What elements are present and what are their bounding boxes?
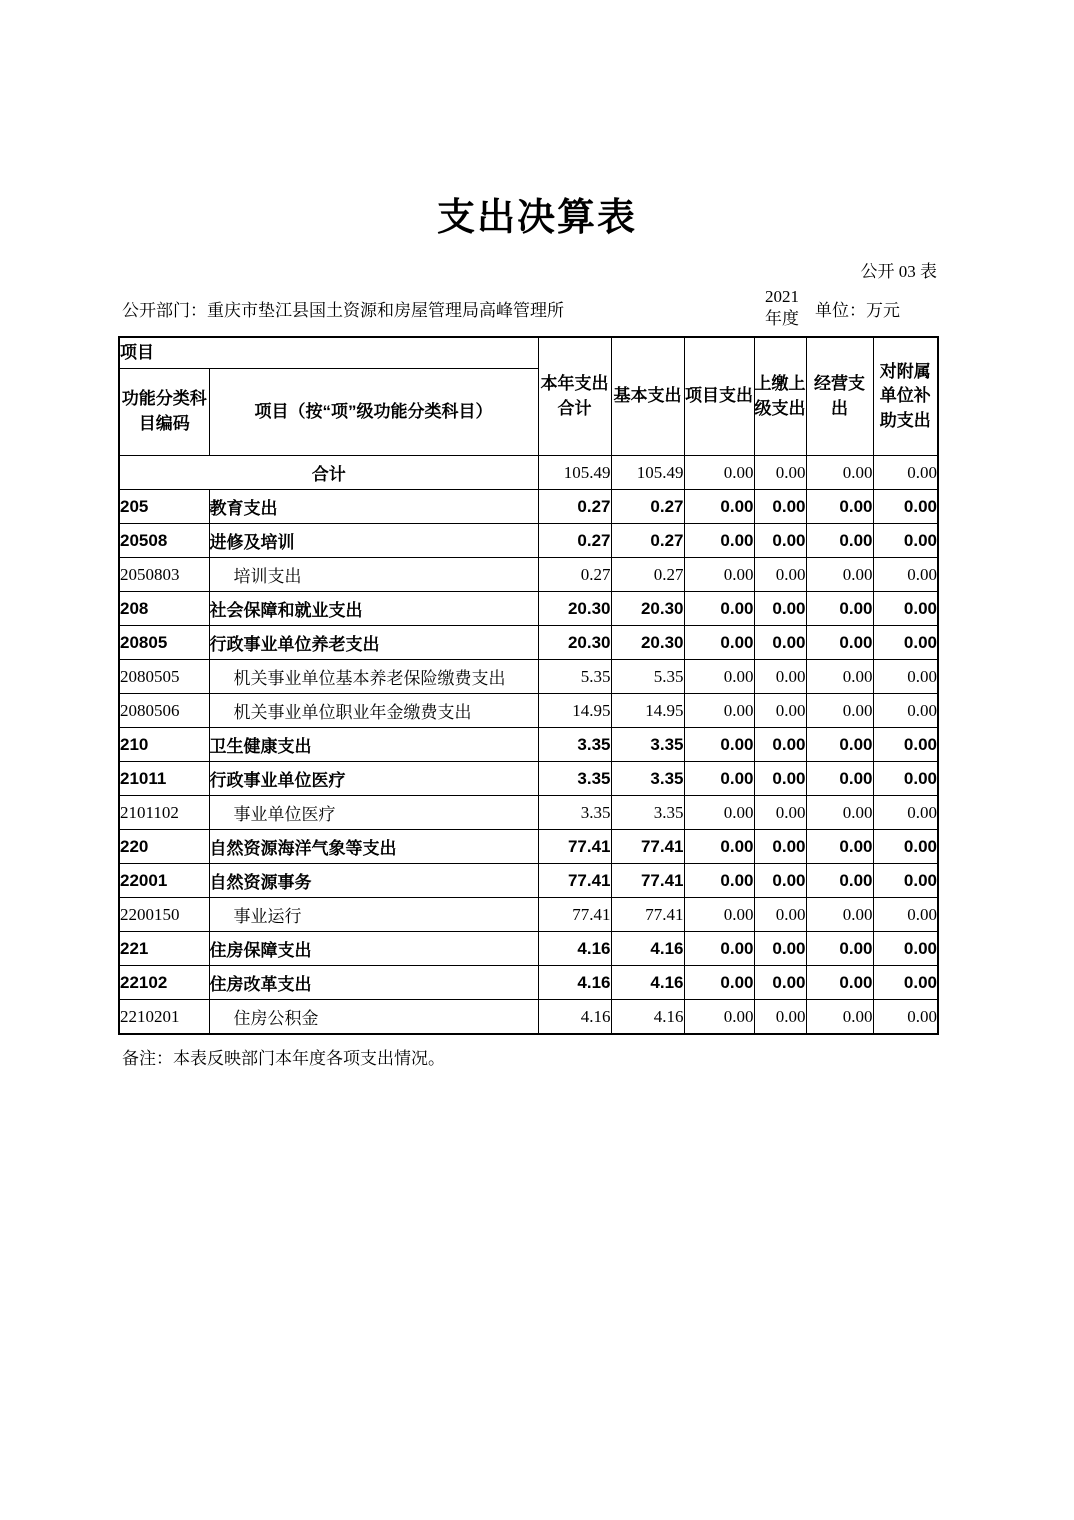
total-value-cell: 0.00 bbox=[754, 456, 806, 490]
value-cell: 0.00 bbox=[806, 728, 873, 762]
value-cell: 0.00 bbox=[873, 830, 938, 864]
value-cell: 0.00 bbox=[754, 762, 806, 796]
total-value-cell: 105.49 bbox=[538, 456, 611, 490]
value-cell: 0.00 bbox=[754, 932, 806, 966]
function-code-cell: 221 bbox=[119, 932, 209, 966]
value-cell: 4.16 bbox=[611, 932, 684, 966]
header-total-expenditure: 本年支出合计 bbox=[538, 337, 611, 456]
value-cell: 0.00 bbox=[873, 558, 938, 592]
value-cell: 77.41 bbox=[611, 830, 684, 864]
value-cell: 0.00 bbox=[806, 762, 873, 796]
value-cell: 0.27 bbox=[611, 558, 684, 592]
item-name-cell: 住房改革支出 bbox=[209, 966, 538, 1000]
item-name-cell: 机关事业单位职业年金缴费支出 bbox=[209, 694, 538, 728]
item-name-cell: 自然资源海洋气象等支出 bbox=[209, 830, 538, 864]
table-row bbox=[119, 830, 938, 864]
table-row bbox=[119, 558, 938, 592]
value-cell: 0.00 bbox=[806, 864, 873, 898]
value-cell: 0.00 bbox=[806, 966, 873, 1000]
item-name-cell: 住房公积金 bbox=[209, 1000, 538, 1035]
function-code-cell: 2050803 bbox=[119, 558, 209, 592]
value-cell: 4.16 bbox=[611, 1000, 684, 1035]
total-value-cell: 0.00 bbox=[684, 456, 754, 490]
value-cell: 0.00 bbox=[806, 626, 873, 660]
total-label-cell: 合计 bbox=[119, 456, 538, 490]
value-cell: 0.00 bbox=[684, 1000, 754, 1035]
value-cell: 5.35 bbox=[538, 660, 611, 694]
value-cell: 14.95 bbox=[611, 694, 684, 728]
table-row bbox=[119, 1000, 938, 1035]
expenditure-table bbox=[118, 336, 939, 1035]
value-cell: 0.00 bbox=[684, 796, 754, 830]
total-value-cell: 0.00 bbox=[806, 456, 873, 490]
function-code-cell: 210 bbox=[119, 728, 209, 762]
value-cell: 4.16 bbox=[538, 966, 611, 1000]
table-row bbox=[119, 660, 938, 694]
item-name-cell: 行政事业单位养老支出 bbox=[209, 626, 538, 660]
value-cell: 14.95 bbox=[538, 694, 611, 728]
value-cell: 0.00 bbox=[806, 932, 873, 966]
unit-label: 单位：万元 bbox=[815, 300, 900, 320]
table-row bbox=[119, 796, 938, 830]
value-cell: 0.00 bbox=[684, 558, 754, 592]
page-title: 支出决算表 bbox=[436, 197, 637, 239]
header-basic-expenditure: 基本支出 bbox=[611, 337, 684, 456]
header-upturned-expenditure: 上缴上级支出 bbox=[754, 337, 806, 456]
header-function-code: 功能分类科目编码 bbox=[119, 369, 209, 456]
table-row bbox=[119, 490, 938, 524]
value-cell: 0.00 bbox=[754, 864, 806, 898]
value-cell: 0.00 bbox=[684, 660, 754, 694]
value-cell: 77.41 bbox=[538, 864, 611, 898]
function-code-cell: 2200150 bbox=[119, 898, 209, 932]
function-code-cell: 2080505 bbox=[119, 660, 209, 694]
value-cell: 77.41 bbox=[538, 830, 611, 864]
value-cell: 0.00 bbox=[754, 524, 806, 558]
function-code-cell: 22001 bbox=[119, 864, 209, 898]
total-value-cell: 105.49 bbox=[611, 456, 684, 490]
value-cell: 0.00 bbox=[806, 558, 873, 592]
value-cell: 0.00 bbox=[873, 796, 938, 830]
header-project-group: 项目 bbox=[119, 337, 538, 369]
item-name-cell: 事业运行 bbox=[209, 898, 538, 932]
value-cell: 0.00 bbox=[754, 558, 806, 592]
value-cell: 0.27 bbox=[611, 524, 684, 558]
value-cell: 77.41 bbox=[611, 864, 684, 898]
item-name-cell: 卫生健康支出 bbox=[209, 728, 538, 762]
value-cell: 0.00 bbox=[873, 966, 938, 1000]
value-cell: 0.00 bbox=[806, 796, 873, 830]
value-cell: 0.00 bbox=[684, 524, 754, 558]
value-cell: 0.00 bbox=[873, 694, 938, 728]
value-cell: 0.00 bbox=[684, 762, 754, 796]
table-number-label: 公开 03 表 bbox=[860, 262, 937, 281]
table-header bbox=[119, 337, 938, 456]
year-label bbox=[765, 286, 799, 330]
value-cell: 0.00 bbox=[684, 728, 754, 762]
value-cell: 3.35 bbox=[611, 762, 684, 796]
value-cell: 0.00 bbox=[806, 660, 873, 694]
value-cell: 3.35 bbox=[611, 728, 684, 762]
function-code-cell: 220 bbox=[119, 830, 209, 864]
item-name-cell: 教育支出 bbox=[209, 490, 538, 524]
value-cell: 77.41 bbox=[611, 898, 684, 932]
value-cell: 5.35 bbox=[611, 660, 684, 694]
value-cell: 0.00 bbox=[684, 592, 754, 626]
value-cell: 0.00 bbox=[684, 830, 754, 864]
value-cell: 0.00 bbox=[754, 898, 806, 932]
department-label: 公开部门：重庆市垫江县国土资源和房屋管理局高峰管理所 bbox=[122, 300, 564, 320]
total-row bbox=[119, 456, 938, 490]
function-code-cell: 205 bbox=[119, 490, 209, 524]
table-row bbox=[119, 728, 938, 762]
function-code-cell: 20508 bbox=[119, 524, 209, 558]
value-cell: 0.00 bbox=[806, 830, 873, 864]
value-cell: 0.00 bbox=[873, 524, 938, 558]
value-cell: 0.00 bbox=[754, 728, 806, 762]
table-row bbox=[119, 864, 938, 898]
value-cell: 3.35 bbox=[538, 728, 611, 762]
value-cell: 0.00 bbox=[684, 864, 754, 898]
value-cell: 0.00 bbox=[754, 796, 806, 830]
value-cell: 0.00 bbox=[754, 490, 806, 524]
table-row bbox=[119, 592, 938, 626]
value-cell: 20.30 bbox=[611, 592, 684, 626]
function-code-cell: 21011 bbox=[119, 762, 209, 796]
value-cell: 0.00 bbox=[806, 898, 873, 932]
value-cell: 20.30 bbox=[538, 626, 611, 660]
value-cell: 0.00 bbox=[754, 592, 806, 626]
value-cell: 0.00 bbox=[754, 660, 806, 694]
value-cell: 0.00 bbox=[873, 898, 938, 932]
header-operating-expenditure: 经营支出 bbox=[806, 337, 873, 456]
value-cell: 0.00 bbox=[873, 864, 938, 898]
table-row bbox=[119, 524, 938, 558]
header-item-name: 项目（按“项”级功能分类科目） bbox=[209, 369, 538, 456]
function-code-cell: 2080506 bbox=[119, 694, 209, 728]
value-cell: 0.00 bbox=[684, 626, 754, 660]
value-cell: 0.27 bbox=[538, 524, 611, 558]
table-row bbox=[119, 898, 938, 932]
table-row bbox=[119, 762, 938, 796]
value-cell: 0.00 bbox=[684, 898, 754, 932]
value-cell: 0.00 bbox=[806, 694, 873, 728]
function-code-cell: 2210201 bbox=[119, 1000, 209, 1035]
value-cell: 4.16 bbox=[538, 1000, 611, 1035]
value-cell: 0.00 bbox=[873, 1000, 938, 1035]
value-cell: 20.30 bbox=[538, 592, 611, 626]
function-code-cell: 20805 bbox=[119, 626, 209, 660]
table-row bbox=[119, 626, 938, 660]
item-name-cell: 机关事业单位基本养老保险缴费支出 bbox=[209, 660, 538, 694]
value-cell: 0.27 bbox=[611, 490, 684, 524]
table-row bbox=[119, 932, 938, 966]
value-cell: 4.16 bbox=[611, 966, 684, 1000]
function-code-cell: 22102 bbox=[119, 966, 209, 1000]
value-cell: 0.00 bbox=[806, 490, 873, 524]
total-value-cell: 0.00 bbox=[873, 456, 938, 490]
value-cell: 0.00 bbox=[684, 694, 754, 728]
value-cell: 0.00 bbox=[873, 626, 938, 660]
value-cell: 0.00 bbox=[754, 966, 806, 1000]
item-name-cell: 培训支出 bbox=[209, 558, 538, 592]
item-name-cell: 住房保障支出 bbox=[209, 932, 538, 966]
table-row bbox=[119, 694, 938, 728]
header-subsidy-expenditure: 对附属单位补助支出 bbox=[873, 337, 938, 456]
value-cell: 0.00 bbox=[873, 660, 938, 694]
year-value: 2021 bbox=[765, 286, 799, 306]
item-name-cell: 自然资源事务 bbox=[209, 864, 538, 898]
value-cell: 0.27 bbox=[538, 558, 611, 592]
function-code-cell: 208 bbox=[119, 592, 209, 626]
value-cell: 3.35 bbox=[611, 796, 684, 830]
value-cell: 0.00 bbox=[684, 932, 754, 966]
value-cell: 0.00 bbox=[806, 524, 873, 558]
item-name-cell: 行政事业单位医疗 bbox=[209, 762, 538, 796]
function-code-cell: 2101102 bbox=[119, 796, 209, 830]
value-cell: 0.00 bbox=[873, 490, 938, 524]
item-name-cell: 事业单位医疗 bbox=[209, 796, 538, 830]
header-project-expenditure: 项目支出 bbox=[684, 337, 754, 456]
table-row bbox=[119, 966, 938, 1000]
value-cell: 0.00 bbox=[806, 1000, 873, 1035]
item-name-cell: 进修及培训 bbox=[209, 524, 538, 558]
table-body bbox=[119, 456, 938, 1035]
value-cell: 0.00 bbox=[873, 762, 938, 796]
year-suffix: 年度 bbox=[765, 309, 799, 328]
value-cell: 0.00 bbox=[754, 1000, 806, 1035]
value-cell: 0.00 bbox=[684, 490, 754, 524]
value-cell: 0.00 bbox=[873, 592, 938, 626]
note: 备注：本表反映部门本年度各项支出情况。 bbox=[122, 1049, 445, 1068]
value-cell: 20.30 bbox=[611, 626, 684, 660]
value-cell: 4.16 bbox=[538, 932, 611, 966]
value-cell: 3.35 bbox=[538, 796, 611, 830]
value-cell: 0.00 bbox=[873, 728, 938, 762]
item-name-cell: 社会保障和就业支出 bbox=[209, 592, 538, 626]
value-cell: 0.00 bbox=[806, 592, 873, 626]
value-cell: 0.00 bbox=[754, 626, 806, 660]
value-cell: 0.00 bbox=[754, 830, 806, 864]
header-row-group bbox=[119, 337, 938, 369]
value-cell: 0.00 bbox=[754, 694, 806, 728]
value-cell: 0.00 bbox=[873, 932, 938, 966]
value-cell: 0.27 bbox=[538, 490, 611, 524]
meta-row bbox=[118, 284, 937, 332]
value-cell: 3.35 bbox=[538, 762, 611, 796]
value-cell: 77.41 bbox=[538, 898, 611, 932]
value-cell: 0.00 bbox=[684, 966, 754, 1000]
